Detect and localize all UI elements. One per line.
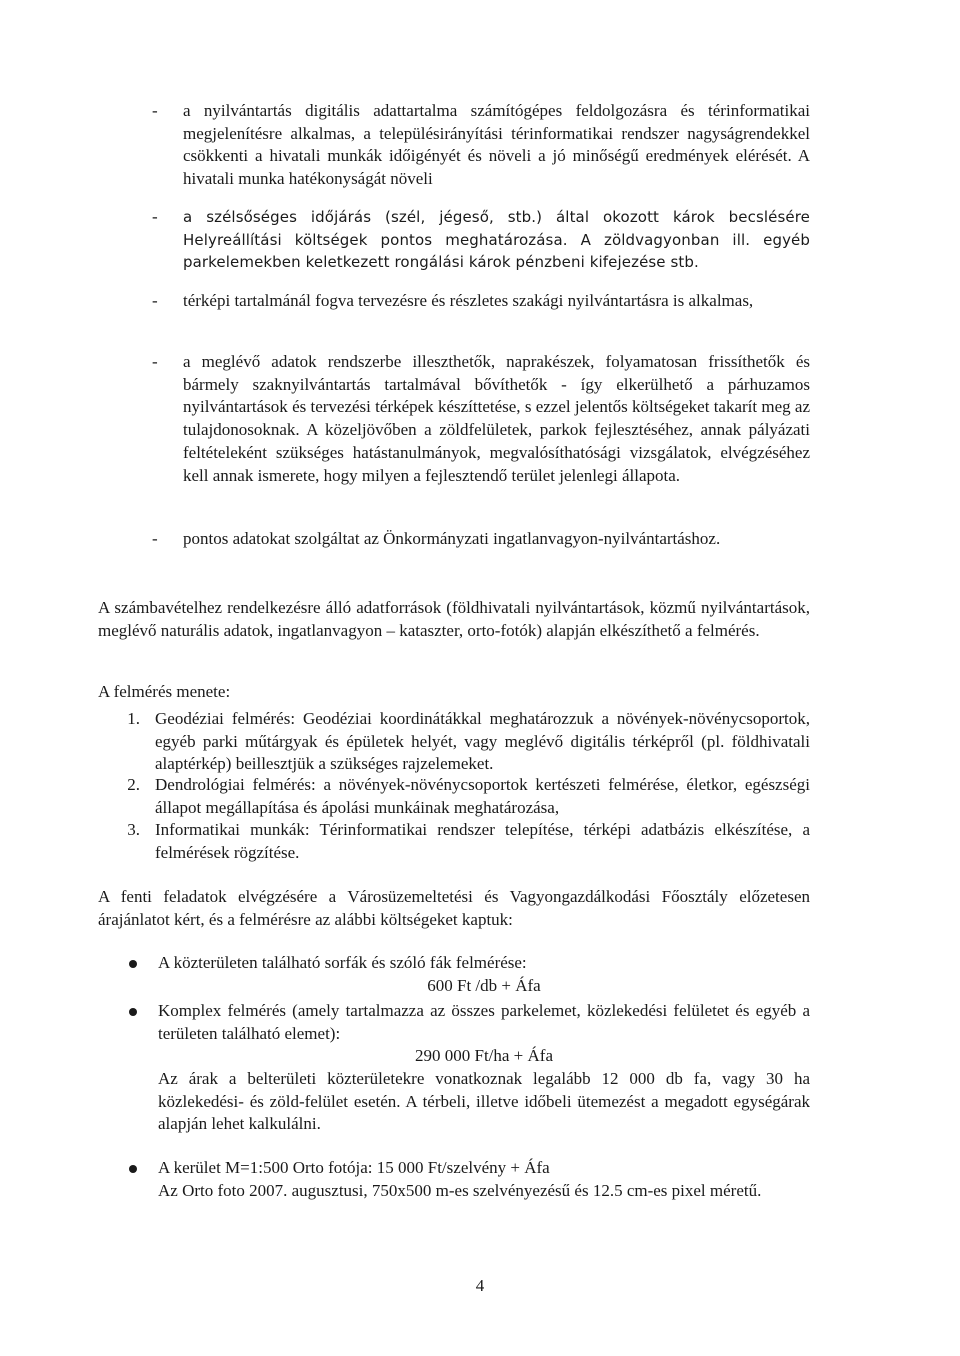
list-item-weather-damage: a szélsőséges időjárás (szél, jégeső, stb.) által okozott károk becslésére Helyreállítási költségek pontos meghatározása. A zöldvagyonban ill. egyéb parkelemekben keletkezett rongálási károk pénzbeni kifejezése stb. [183, 208, 810, 272]
step-dendrology-survey: Dendrológiai felmérés: a növények-növénycsoportok kertészeti felmérése, életkor, egészségi állapot megállapítása és ápolási munkáinak meghatározása, [155, 775, 810, 817]
list-item-property-registry: pontos adatokat szolgáltat az Önkormányzati ingatlanvagyon-nyilvántartáshoz. [183, 529, 721, 548]
list-item-map-content: térképi tartalmánál fogva tervezésre és részletes szakági nyilvántartásra is alkalmas, [183, 291, 754, 310]
survey-heading: A felmérés menete: [98, 682, 231, 701]
page-number: 4 [475, 1276, 485, 1295]
cost-note-complex-survey: Az árak a belterületi közterületekre vonatkoznak legalább 12 000 db fa, vagy 30 ha közlekedési- és zöld-felület esetén. A térbeli, illetve időbeli ütemezést a megadott egységárak alapján lehet kalkulálni. [158, 1069, 810, 1134]
cost-price-complex-survey: 290 000 Ft/ha + Áfa [414, 1046, 554, 1065]
list-dash: - [152, 291, 158, 310]
step-number: 3. [127, 820, 140, 839]
step-informatics-work: Informatikai munkák: Térinformatikai rendszer telepítése, térképi adatbázis elkészítése, a felmérések rögzítése. [155, 820, 810, 862]
list-dash: - [152, 352, 158, 371]
step-number: 1. [127, 709, 140, 728]
cost-price-tree-survey: 600 Ft /db + Áfa [427, 976, 541, 995]
bullet [129, 1008, 137, 1016]
bullet [129, 1165, 137, 1173]
list-dash: - [152, 101, 158, 120]
bullet [129, 960, 137, 968]
step-number: 2. [127, 775, 140, 794]
cost-item-tree-survey: A közterületen található sorfák és szóló fák felmérése: [158, 953, 527, 972]
step-geodetic-survey: Geodéziai felmérés: Geodéziai koordinátákkal meghatározzuk a növények-növénycsoportok, egyéb parki műtárgyak és épületek helyét, vagy meglévő digitális térképről (pl. földhivatali alaptérkép) beillesztjük a szükséges rajzelemeket. [155, 709, 810, 774]
paragraph-data-sources: A számbavételhez rendelkezésre álló adatforrások (földhivatali nyilvántartások, közmű nyilvántartások, meglévő naturális adatok, ingatlanvagyon – kataszter, orto-fotók) alapján elkészíthető a felmérés. [98, 598, 810, 640]
list-dash: - [152, 529, 158, 548]
cost-note-ortho-photo: Az Orto foto 2007. augusztusi, 750x500 m-es szelvényezésű és 12.5 cm-es pixel méretű. [158, 1181, 762, 1200]
cost-item-complex-survey: Komplex felmérés (amely tartalmazza az összes parkelemet, közlekedési felületet és egyéb a területen található elemet): [158, 1001, 810, 1043]
list-dash: - [152, 207, 158, 226]
list-item-existing-data: a meglévő adatok rendszerbe illeszthetők, naprakészek, folyamatosan frissíthetők és bármely szaknyilvántartás tartalmával bővíthetők - így elkerülhető a párhuzamos nyilvántartások és tervezési térképek készíttetése, s ezzel jelentős költségeket takarít meg az tulajdonosoknak. A közeljövőben a zöldfelületek, parkok fejlesztéséhez, annak pályázati feltételeként szükséges hatástanulmányok, megvalósíthatósági vizsgálatok, elvégzéséhez kell annak ismerete, hogy milyen a fejlesztendő terület jelenlegi állapota. [183, 352, 810, 485]
list-item-digital-content: a nyilvántartás digitális adattartalma számítógépes feldolgozásra és térinformatikai megjelenítésre alkalmas, a településirányítási térinformatikai rendszer nagyságrendekkel csökkenti a hivatali munkák időigényét és növeli a jó minőségű eredmények elérését. A hivatali munka hatékonyságát növeli [183, 101, 810, 189]
cost-item-ortho-photo: A kerület M=1:500 Orto fotója: 15 000 Ft/szelvény + Áfa [158, 1158, 550, 1177]
paragraph-price-quote: A fenti feladatok elvégzésére a Városüzemeltetési és Vagyongazdálkodási Főosztály előzetesen árajánlatot kért, és a felmérésre az alábbi költségeket kaptuk: [98, 887, 810, 929]
